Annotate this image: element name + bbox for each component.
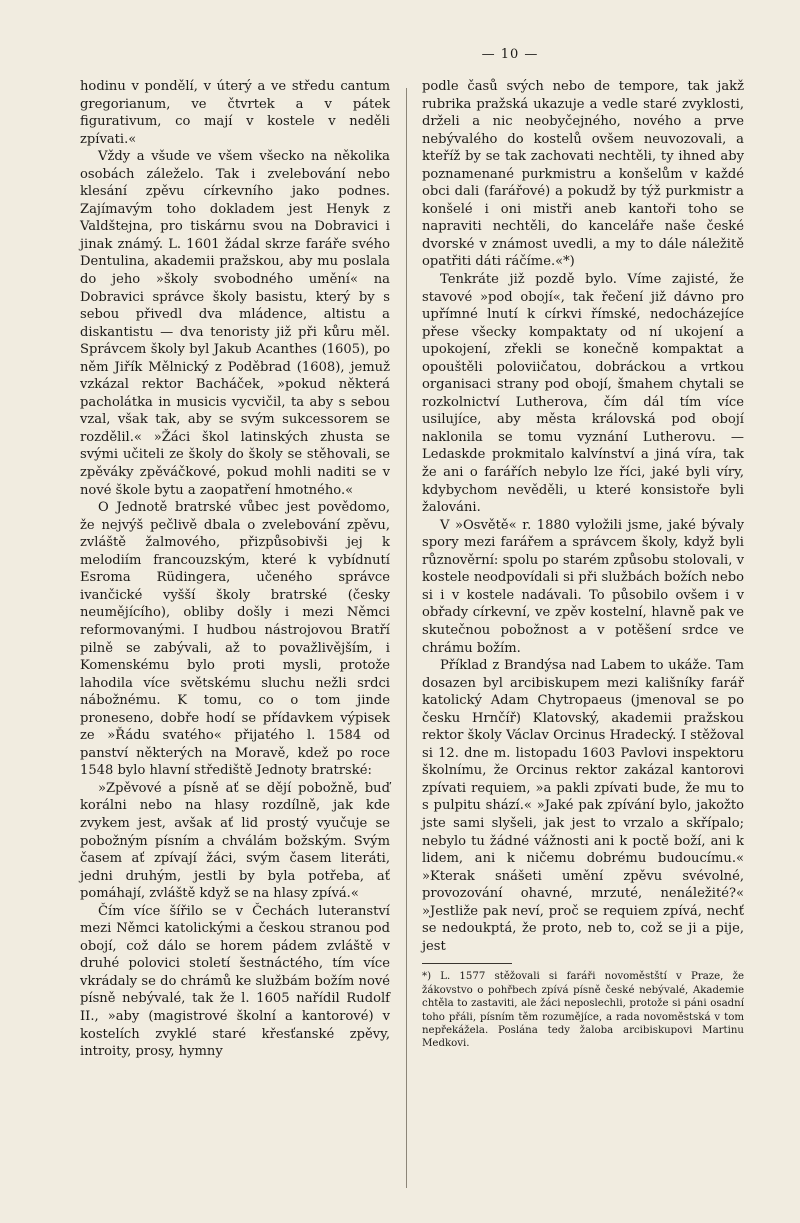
left-paragraph-1: hodinu v pondělí, v úterý a ve středu cantum gregorianum, ve čtvrtek a v pátek figurativum, co mají v kostele v neděli zpívati.« — [80, 79, 390, 147]
right-paragraph-1: podle časů svých nebo de tempore, tak jakž rubrika pražská ukazuje a vedle staré zvyklosti, drželi a nic neobyčejného, nového a prve nebývalého do kostelů ovšem neuvozovali, a kteříž by se tak zachovati nechtěli, ty ihned aby poznamenané purkmistru a konšelům v každé obci dali (farářové) a pokudž by týž purkmistr a konšelé i oni mistři aneb kantoři toho se napraviti nechtěli, do kanceláře naše české dvorské v známost uvedli, a my to dále náležitě opatřiti dáti ráčíme.«*) — [422, 79, 744, 270]
footnote-rule — [422, 963, 512, 964]
left-paragraph-5: Čím více šířilo se v Čechách luteranství mezi Němci katolickými a českou stranou pod obojí, což dálo se horem pádem zvláště v druhé polovici století šestnáctého, tím více vkrádaly se do chrámů ke službám božím nové písně nebývalé, tak že l. 1605 nařídil Rudolf II., »aby (magistrové školní a kantorové) v kostelích zvyklé staré křesťanské zpěvy, introity, prosy, hymny — [80, 903, 390, 1060]
left-paragraph-4: »Zpěvové a písně ať se dějí pobožně, buď korálni nebo na hlasy rozdílně, jak kde zvykem jest, avšak ať lid prostý vyučuje se pobožným písním a chválám božským. Svým časem ať zpívají žáci, svým časem literáti, jedni druhým, jestli by byla potřeba, ať pomáhají, zvláště když se na hlasy zpívá.« — [80, 780, 390, 902]
right-paragraph-2: Tenkráte již pozdě bylo. Víme zajisté, že stavové »pod obojí«, tak řečení již dávno pro upřímné lnutí k církvi římské, nedocházejíce přese všecky kompaktaty od ní ukojení a upokojení, zřekli se konečně kompaktat a opouštěli poloviičatou, dobráckou a vrtkou organisaci strany pod obojí, šmahem chytali se rozkolnictví Lutherova, čím dál tím více usilujíce, aby města královská pod obojí naklonila se tomu vyznání Lutherovu. — Ledaskde prokmitalo kalvínství a jiná víra, tak že ani o farářích nebylo lze říci, jaké byli víry, kdybychom nevěděli, u které konsistoře byli žalováni. — [422, 272, 744, 516]
column-divider — [406, 88, 407, 1188]
page-number: — 10 — — [481, 47, 539, 62]
right-paragraph-4: Příklad z Brandýsa nad Labem to ukáže. Tam dosazen byl arcibiskupem mezi kališníky farář katolický Adam Chytropaeus (jmenoval se po česku Hrnčíř) Klatovský, akademii pražskou rektor školy Václav Orcinus Hradecký. I stěžoval si 12. dne m. listopadu 1603 Pavlovi inspektoru školnímu, že Orcinus rektor zakázal kantorovi zpívati requiem, »a pakli zpívati bude, že mu to s pulpitu shází.« »Jaké pak zpívání bylo, jakožto jste sami slyšeli, jak jest to vrzalo a skřípalo; nebylo tu žádné vážnosti ani k poctě boží, ani k lidem, ani k ničemu dobrému budoucímu.« »Kterak snášeti umění zpěvu svévolné, provozování ohavné, mrzuté, nenáležité?« »Jestliže pak neví, proč se requiem zpívá, nechť se nedoukptá, že proto, neb to, což se ji a pije, jest — [422, 658, 744, 954]
right-column — [422, 78, 744, 1051]
left-paragraph-2: Vždy a všude ve všem všecko na několika osobách záleželo. Tak i zvelebování nebo klesání zpěvu církevního jako podnes. Zajímavým toho dokladem jest Henyk z Valdštejna, pro tiskárnu svou na Dobravici i jinak známý. L. 1601 žádal skrze faráře svého Dentulina, akademii pražskou, aby mu poslala do jeho »školy svobodného umění« na Dobravici správce školy basistu, který by s sebou přivedl dva mládence, altistu a diskantistu — dva tenoristy již při kůru měl. Správcem školy byl Jakub Acanthes (1605), po něm Jiřík Mělnický z Poděbrad (1608), jemuž vzkázal rektor Bacháček, »pokud některá pacholátka in musicis vycvičil, ta aby s sebou vzal, však tak, aby se svým sukcessorem se rozdělil.« »Žáci škol latinských zhusta se svými učiteli ze školy do školy se stěhovali, se zpěváky zpěváčkové, pokud mohli naditi se v nové škole bytu a zaopatření hmotného.« — [80, 149, 390, 498]
right-paragraph-3: V »Osvětě« r. 1880 vyložili jsme, jaké bývaly spory mezi farářem a správcem školy, když byli různověrní: spolu po starém způsobu stolovali, v kostele neodpovídali si při službách božích nebo si i v kostele nadávali. To působilo ovšem i v obřady církevní, ve zpěv kostelní, hlavně pak ve skutečnou pobožnost a v potěšení srdce ve chrámu božím. — [422, 517, 744, 656]
left-paragraph-3: O Jednotě bratrské vůbec jest povědomo, že nejvýš pečlivě dbala o zvelebování zpěvu, zvláště žalmového, přizpůsobivši jej k melodiím francouzským, které k vybídnutí Esroma Rüdingera, učeného správce ivančické vyšší školy bratrské (česky neumějícího), obliby došly i mezi Němci reformovanými. I hudbou nástrojovou Bratří pilně se zabývali, až to považlivějším, i Komenskému bylo proti mysli, protože lahodila více světskému sluchu nežli srdci nábožnému. K tomu, co o tom jinde proneseno, dobře hodí se přídavkem výpisek ze »Řádu svatého« přijatého l. 1584 od panství některých na Moravě, kdež po roce 1548 bylo hlavní střediště Jednoty bratrské: — [80, 500, 390, 779]
footnote: *) L. 1577 stěžovali si faráři novoměstští v Praze, že žákovstvo o pohřbech zpívá písně české nebývalé, Akademie chtěla to zastaviti, ale žáci neposlechli, protože si páni osadní toho přáli, písním těm rozumějíce, a rada novoměstská v tom nepřekážela. Poslána tedy žaloba arcibiskupovi Martinu Medkovi. — [422, 971, 744, 1050]
left-column — [80, 78, 390, 1061]
